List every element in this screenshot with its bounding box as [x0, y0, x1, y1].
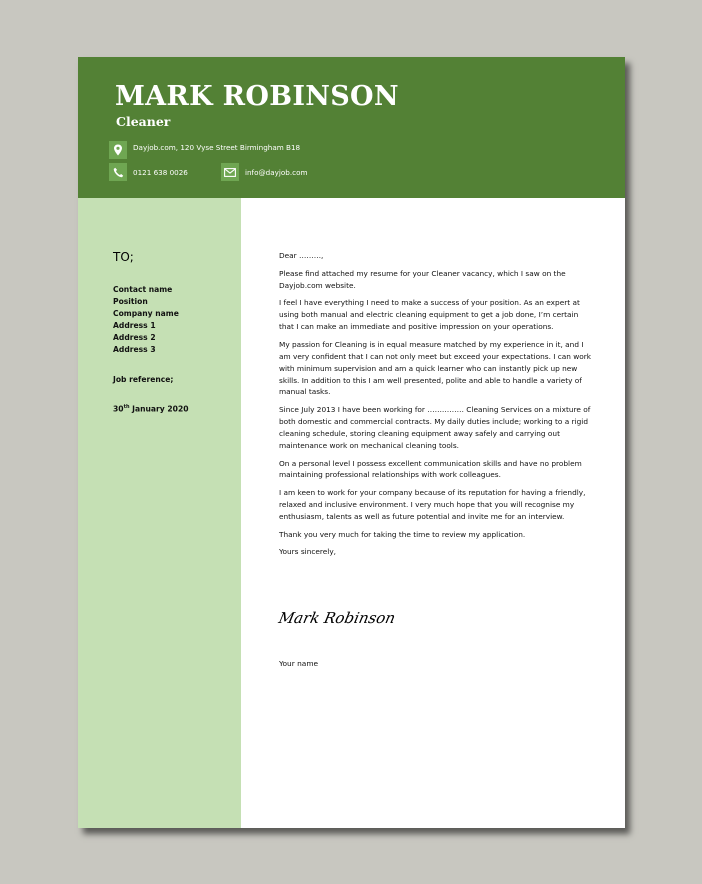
letter-paragraph: Since July 2013 I have been working for …………… Cleaning Services on a mixture of both domestic and commercial contracts. My daily duties include; working to a rigid cleaning schedule, storing cleaning equipment away safely and carrying out maintenance work on mechanical cleaning tools. — [279, 405, 591, 450]
letter-paragraph: Thank you very much for taking the time to review my application. — [279, 529, 526, 539]
letter-paragraph: My passion for Cleaning is in equal measure matched by my experience in it, and I am very confident that I can not only meet but exceed your expectations. I can work with minimum supervision and am a quick learner who can instantly pick up new skills. In addition to this I am well presented, polite and able to handle a variety of manual tasks. — [279, 339, 592, 397]
location-pin-icon — [109, 141, 127, 159]
closing: Yours sincerely, — [279, 547, 337, 557]
recipient-line: Address 1 — [113, 321, 156, 330]
to-label: TO; — [113, 250, 134, 264]
letter-paragraph: I feel I have everything I need to make a success of your position. As an expert at using both manual and electric cleaning equipment to get a job done, I’m certain that I can make an immediate and positive impression on your operations. — [279, 298, 580, 332]
handwritten-signature: Mark Robinson — [277, 609, 398, 627]
recipient-details — [113, 284, 179, 356]
recipient-line: Address 3 — [113, 345, 156, 354]
letter-paragraph: Please find attached my resume for your Cleaner vacancy, which I saw on the Dayjob.com website. — [279, 268, 566, 290]
recipient-line: Contact name — [113, 285, 173, 294]
job-reference: Job reference; — [113, 375, 174, 384]
letter-body — [279, 250, 595, 564]
recipient-sidebar — [78, 198, 241, 828]
letter-paragraph: I am keen to work for your company because of its reputation for having a friendly, relaxed and inclusive environment. I very much hope that you will recognise my enthusiasm, talents as well as future potential and invite me for an interview. — [279, 488, 586, 521]
header-banner — [78, 57, 625, 198]
recipient-line: Position — [113, 297, 148, 306]
phone-icon — [109, 163, 127, 181]
recipient-line: Company name — [113, 309, 179, 318]
job-title: Cleaner — [116, 114, 171, 129]
recipient-line: Address 2 — [113, 333, 156, 342]
contact-phone: 0121 638 0026 — [133, 168, 188, 177]
letter-paragraph: On a personal level I possess excellent communication skills and have no problem maintaining professional relationships with work colleagues. — [279, 458, 582, 480]
envelope-icon — [221, 163, 239, 181]
cover-letter-page — [78, 57, 625, 828]
your-name-label: Your name — [279, 659, 319, 668]
contact-email: info@dayjob.com — [245, 168, 308, 177]
applicant-name: MARK ROBINSON — [115, 81, 399, 112]
salutation: Dear ………, — [279, 251, 324, 260]
contact-address: Dayjob.com, 120 Vyse Street Birmingham B18 — [133, 143, 301, 152]
letter-date: 30th January 2020 — [113, 404, 189, 414]
